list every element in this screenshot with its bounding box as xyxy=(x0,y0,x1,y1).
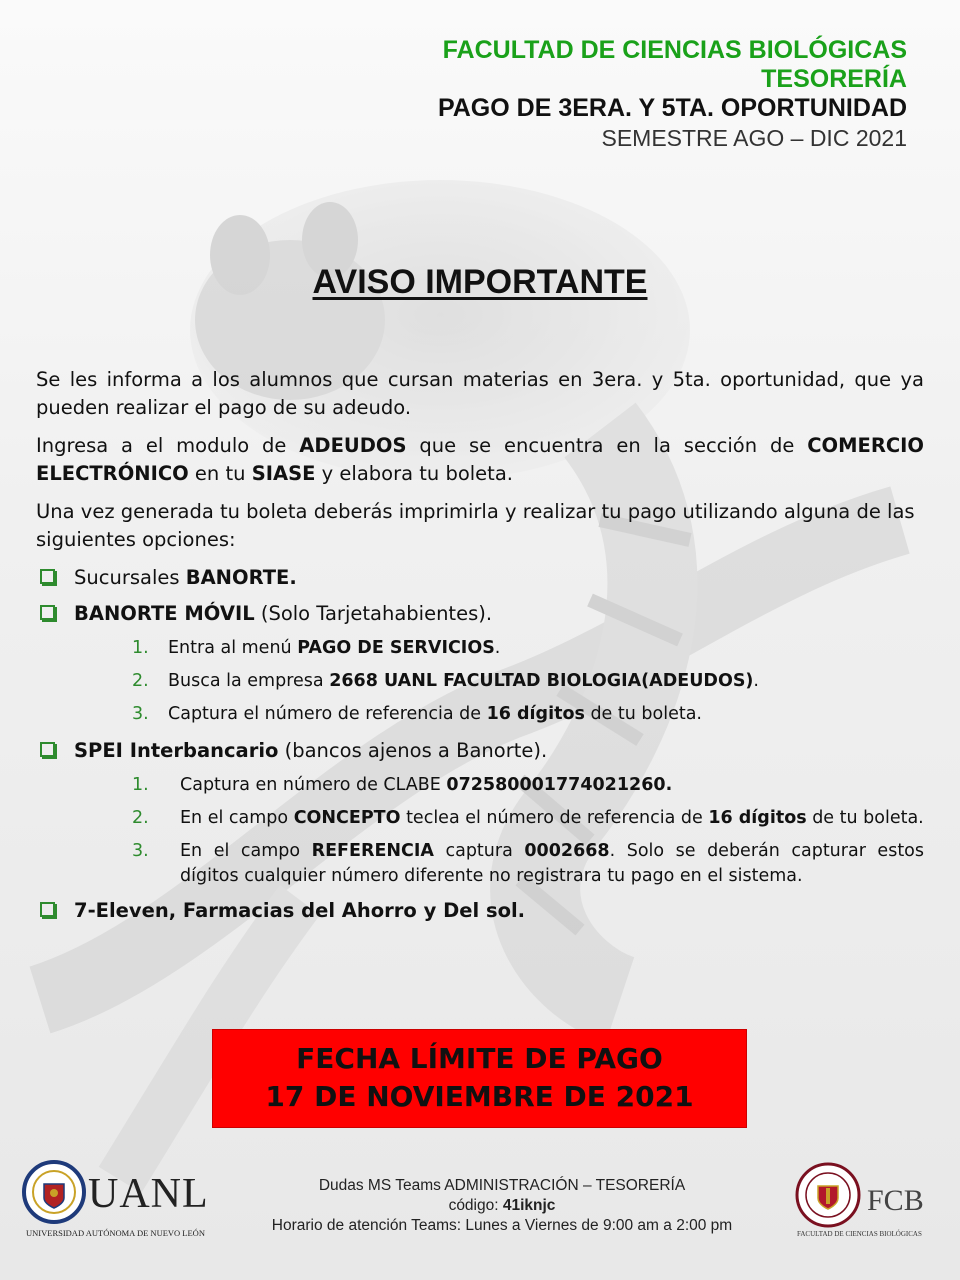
banorte-movil-steps xyxy=(36,636,924,727)
notice-subject: PAGO DE 3ERA. Y 5TA. OPORTUNIDAD xyxy=(437,94,907,122)
faculty-name: FACULTAD DE CIENCIAS BIOLÓGICAS xyxy=(442,36,907,64)
spei-steps xyxy=(36,773,924,889)
uanl-seal-icon xyxy=(22,1160,86,1224)
option-banorte-branches: Sucursales BANORTE. xyxy=(36,564,924,592)
option-convenience-stores: 7-Eleven, Farmacias del Ahorro y Del sol. xyxy=(36,897,924,925)
contact-line-code: código: 41iknjc xyxy=(448,1197,556,1214)
notice-title: AVISO IMPORTANTE xyxy=(312,263,648,301)
uanl-logo xyxy=(20,1160,242,1242)
checkbox-bullet-icon xyxy=(40,902,55,917)
header-block xyxy=(438,36,907,153)
intro-paragraph-3: Una vez generada tu boleta deberás imprimirla y realizar tu pago utilizando alguna de las siguientes opciones: xyxy=(36,500,915,551)
fcb-logo xyxy=(795,1162,940,1242)
contact-info xyxy=(232,1176,772,1236)
deadline-banner xyxy=(212,1029,747,1128)
checkbox-bullet-icon xyxy=(40,605,55,620)
fcb-fullname: FACULTAD DE CIENCIAS BIOLÓGICAS xyxy=(797,1230,922,1238)
option-spei: SPEI Interbancario (bancos ajenos a Banorte). xyxy=(36,737,924,765)
contact-line-hours: Horario de atención Teams: Lunes a Viernes de 9:00 am a 2:00 pm xyxy=(271,1217,733,1234)
intro-paragraph-2: Ingresa a el modulo de ADEUDOS que se encuentra en la sección de COMERCIO ELECTRÓNICO en tu SIASE y elabora tu boleta. xyxy=(36,434,924,485)
uanl-wordmark: UANL xyxy=(88,1171,209,1217)
contact-line-teams: Dudas MS Teams ADMINISTRACIÓN – TESORERÍA xyxy=(318,1177,686,1194)
list-item: 2. Busca la empresa 2668 UANL FACULTAD BIOLOGIA(ADEUDOS). xyxy=(132,671,759,691)
list-item: 1. Entra al menú PAGO DE SERVICIOS. xyxy=(132,638,501,658)
semester-label: SEMESTRE AGO – DIC 2021 xyxy=(601,125,907,151)
list-item: 3. Captura el número de referencia de 16 dígitos de tu boleta. xyxy=(132,704,702,724)
intro-paragraph-1: Se les informa a los alumnos que cursan materias en 3era. y 5ta. oportunidad, que ya pueden realizar el pago de su adeudo. xyxy=(36,368,924,419)
option-banorte-movil: BANORTE MÓVIL (Solo Tarjetahabientes). xyxy=(36,600,924,628)
fcb-wordmark: FCB xyxy=(867,1184,924,1217)
deadline-date: 17 DE NOVIEMBRE DE 2021 xyxy=(265,1080,694,1113)
checkbox-bullet-icon xyxy=(40,742,55,757)
department-name: TESORERÍA xyxy=(761,65,907,93)
uanl-fullname: UNIVERSIDAD AUTÓNOMA DE NUEVO LEÓN xyxy=(26,1228,205,1238)
deadline-label: FECHA LÍMITE DE PAGO xyxy=(296,1042,663,1075)
list-item: 1. Captura en número de CLABE 072580001774021260. xyxy=(132,775,673,795)
list-item: 2. En el campo CONCEPTO teclea el número de referencia de 16 dígitos de tu boleta. xyxy=(132,808,924,828)
notice-body xyxy=(36,366,924,925)
checkbox-bullet-icon xyxy=(40,569,55,584)
fcb-seal-icon xyxy=(795,1162,861,1228)
list-item: 3. En el campo REFERENCIA captura 0002668. Solo se deberán capturar estos dígitos cualquier número diferente no registrara tu pago en el sistema. xyxy=(132,841,925,886)
